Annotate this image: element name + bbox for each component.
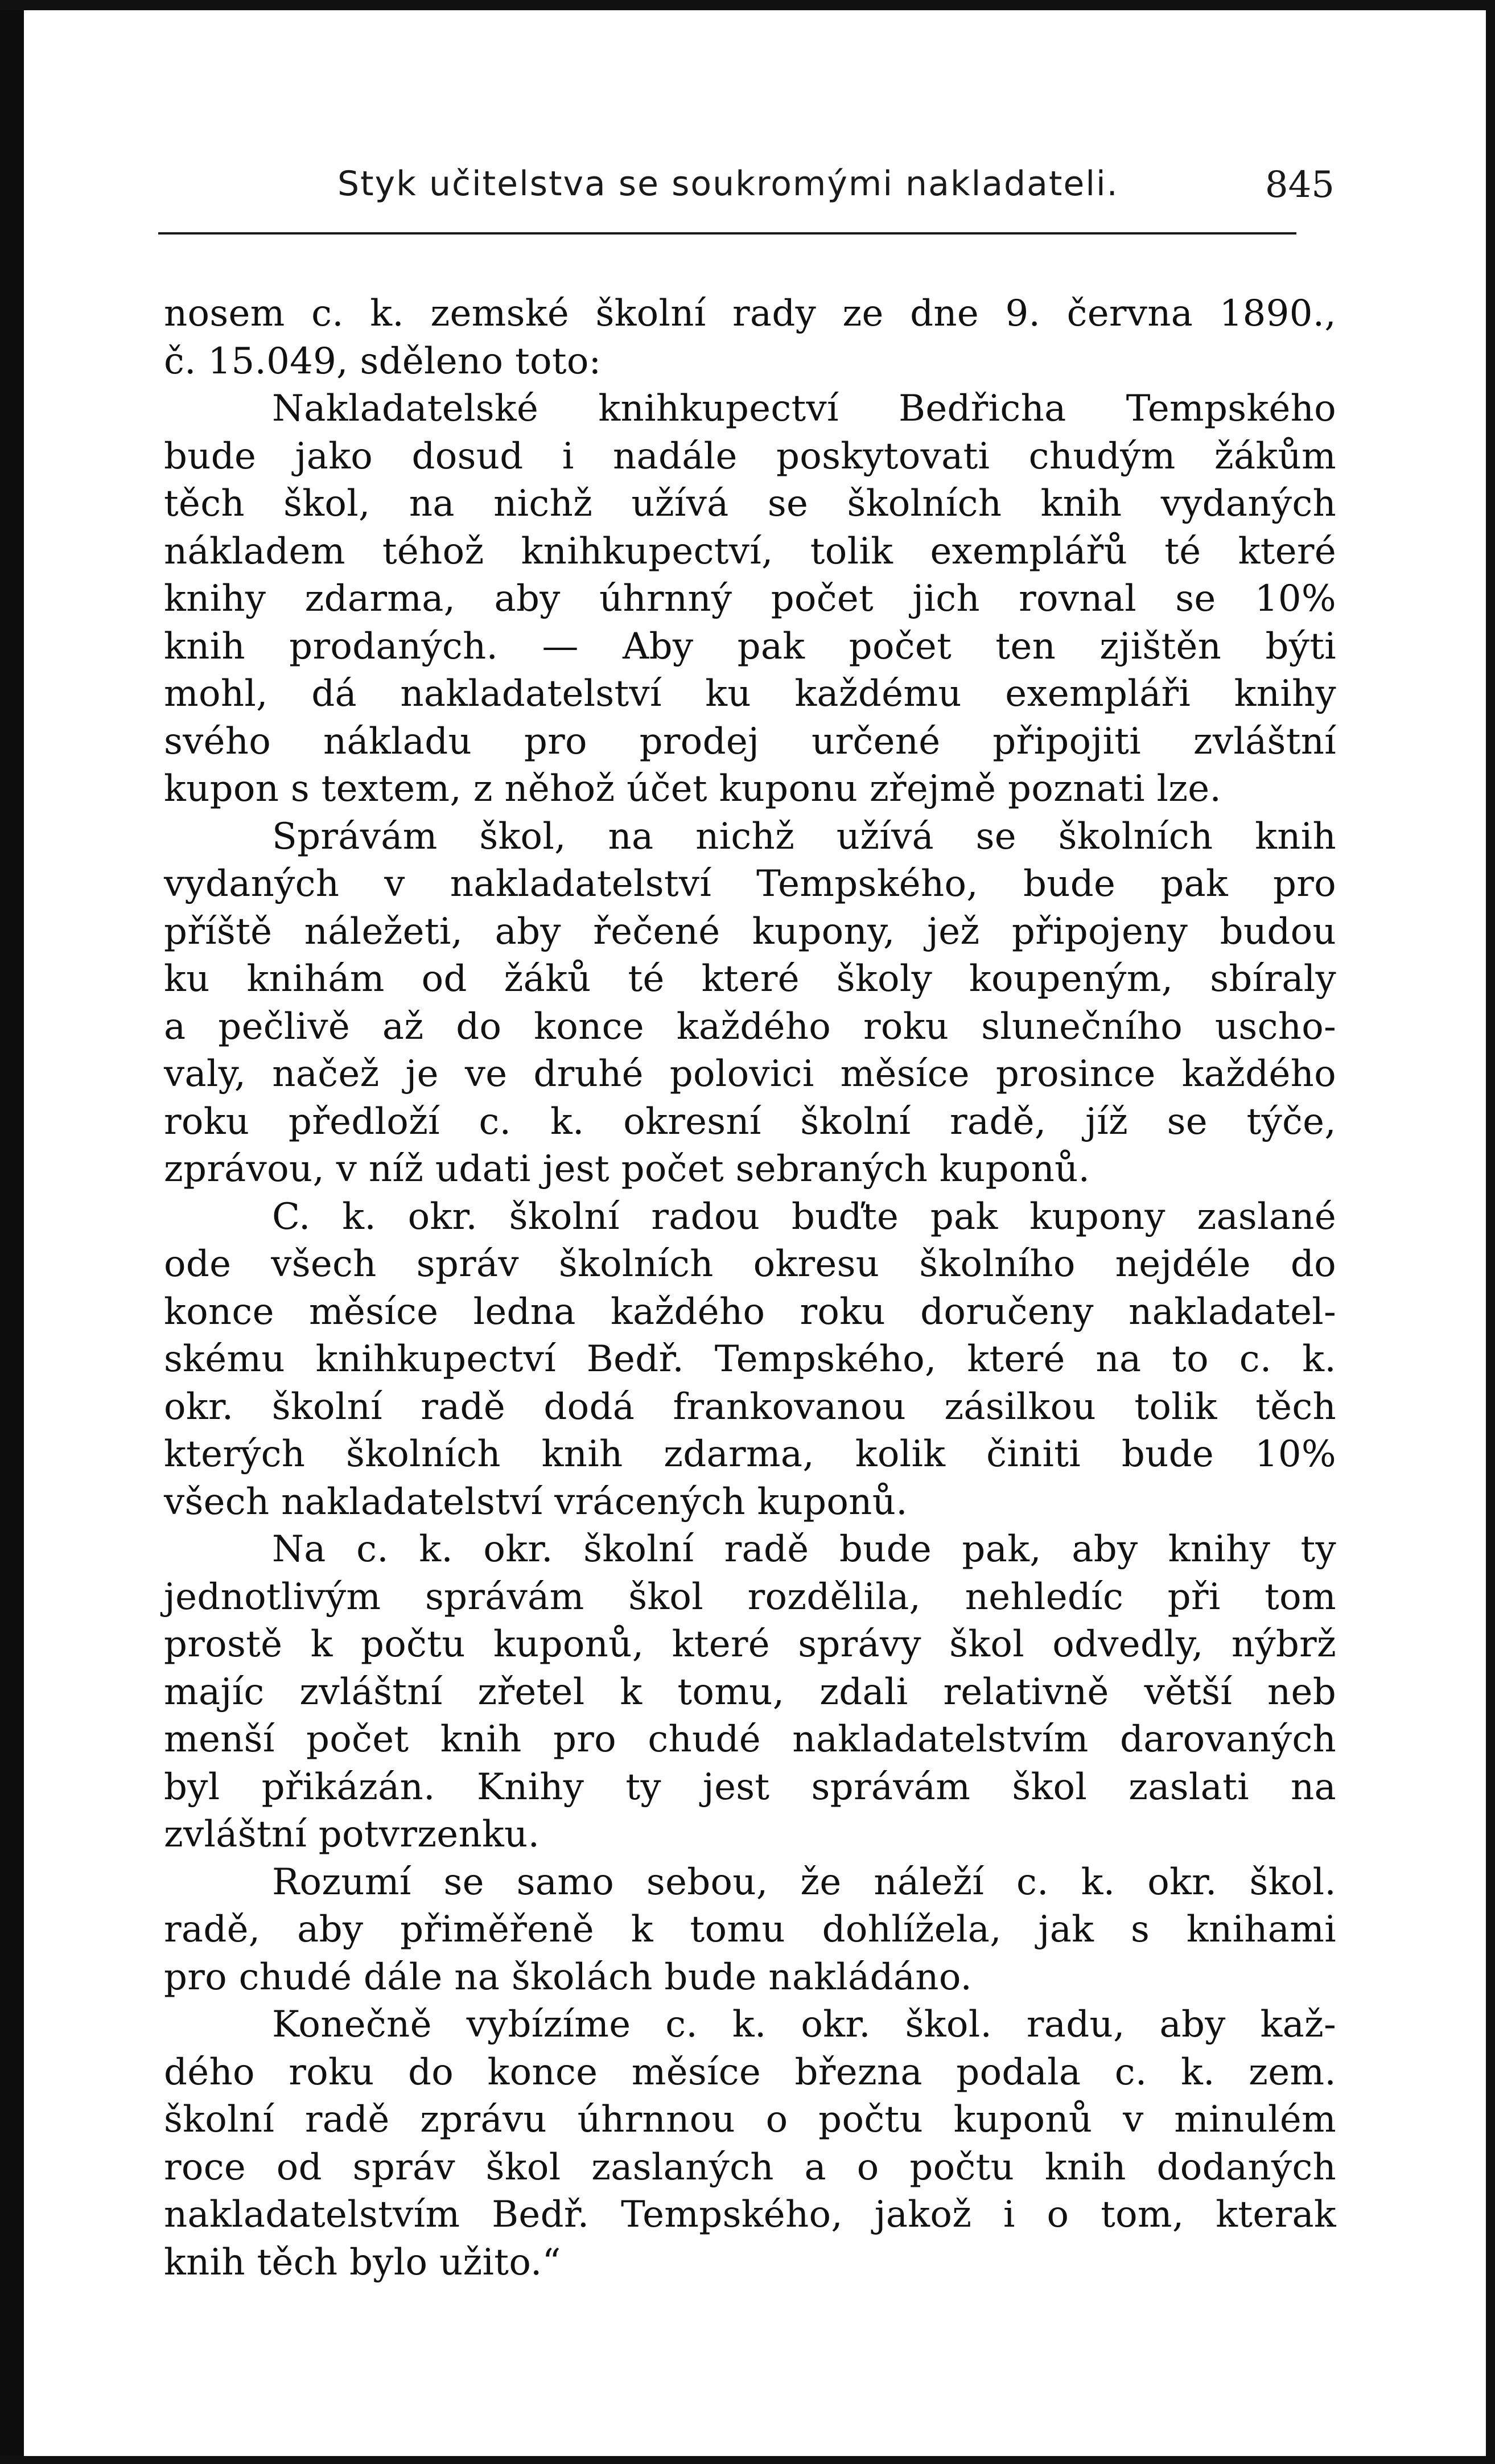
scan-edge-top (0, 0, 1495, 10)
running-title: Styk učitelstva se soukromými nakladateli. (337, 164, 1119, 204)
running-head (171, 158, 1335, 209)
text-line: těch škol, na nichž užívá se školních knih vydaných (164, 483, 1336, 525)
scan-edge-bottom (0, 2456, 1495, 2464)
scan-edge-right (1486, 0, 1495, 2464)
text-line: č. 15.049, sděleno toto: (164, 340, 602, 382)
text-line: byl přikázán. Knihy ty jest správám škol zaslati na (164, 1766, 1336, 1808)
paragraph-first-line: Nakladatelské knihkupectví Bedřicha Tempského (272, 388, 1336, 430)
text-line: knihy zdarma, aby úhrnný počet jich rovnal se 10% (164, 578, 1336, 620)
paragraph-first-line: Na c. k. okr. školní radě bude pak, aby knihy ty (272, 1528, 1336, 1570)
text-line: pro chudé dále na školách bude nakládáno. (164, 1956, 973, 1998)
text-line: valy, načež je ve druhé polovici měsíce prosince každého (164, 1053, 1336, 1095)
text-line: svého nákladu pro prodej určené připojiti zvláštní (164, 720, 1336, 763)
text-line: dého roku do konce měsíce března podala c. k. zem. (164, 2051, 1336, 2093)
text-line: knih prodaných. — Aby pak počet ten zjištěn býti (164, 625, 1336, 668)
paragraph-first-line: Konečně vybízíme c. k. okr. škol. radu, aby kaž- (272, 2004, 1336, 2046)
text-line: ku knihám od žáků té které školy koupeným, sbíraly (164, 958, 1336, 1000)
header-rule (158, 232, 1296, 235)
text-line: zvláštní potvrzenku. (164, 1813, 540, 1856)
text-line: konce měsíce ledna každého roku doručeny nakladatel- (164, 1290, 1336, 1333)
page-number: 845 (1265, 164, 1335, 206)
text-line: ode všech správ školních okresu školního nejdéle do (164, 1243, 1336, 1285)
text-line: prostě k počtu kuponů, které správy škol odvedly, nýbrž (164, 1623, 1336, 1665)
scan-edge-left (0, 0, 24, 2464)
text-line: okr. školní radě dodá frankovanou zásilkou tolik těch (164, 1385, 1336, 1428)
text-line: roku předloží c. k. okresní školní radě, jíž se týče, (164, 1100, 1336, 1143)
text-line: příště náležeti, aby řečené kupony, jež připojeny budou (164, 910, 1336, 953)
text-line: knih těch bylo užito.“ (164, 2241, 561, 2284)
text-line: zprávou, v níž udati jest počet sebraných kuponů. (164, 1148, 1090, 1190)
text-line: nákladem téhož knihkupectví, tolik exemplářů té které (164, 530, 1336, 573)
text-line: školní radě zprávu úhrnnou o počtu kuponů v minulém (164, 2099, 1336, 2141)
text-line: roce od správ škol zaslaných a o počtu knih dodaných (164, 2146, 1336, 2189)
text-line: kupon s textem, z něhož účet kuponu zřejmě poznati lze. (164, 768, 1222, 810)
body-text (164, 290, 1336, 2286)
paragraph-first-line: Rozumí se samo sebou, že náleží c. k. okr. škol. (272, 1861, 1336, 1903)
text-line: radě, aby přiměřeně k tomu dohlížela, jak s knihami (164, 1908, 1336, 1951)
text-line: majíc zvláštní zřetel k tomu, zdali relativně větší neb (164, 1671, 1336, 1713)
text-line: mohl, dá nakladatelství ku každému exempláři knihy (164, 673, 1336, 715)
text-line: jednotlivým správám škol rozdělila, nehledíc při tom (164, 1576, 1336, 1618)
paragraph-first-line: Správám škol, na nichž užívá se školních knih (272, 815, 1336, 858)
text-line: kterých školních knih zdarma, kolik činiti bude 10% (164, 1433, 1336, 1475)
text-line: a pečlivě až do konce každého roku slunečního uscho- (164, 1005, 1336, 1048)
text-line: všech nakladatelství vrácených kuponů. (164, 1480, 908, 1523)
paragraph-first-line: C. k. okr. školní radou buďte pak kupony zaslané (272, 1195, 1336, 1238)
text-line: vydaných v nakladatelství Tempského, bude pak pro (164, 863, 1336, 905)
text-line: nakladatelstvím Bedř. Tempského, jakož i o tom, kterak (164, 2194, 1336, 2236)
text-line: nosem c. k. zemské školní rady ze dne 9. června 1890., (164, 293, 1336, 335)
text-line: skému knihkupectví Bedř. Tempského, které na to c. k. (164, 1338, 1336, 1380)
text-line: menší počet knih pro chudé nakladatelstvím darovaných (164, 1718, 1336, 1760)
text-line: bude jako dosud i nadále poskytovati chudým žákům (164, 435, 1336, 478)
